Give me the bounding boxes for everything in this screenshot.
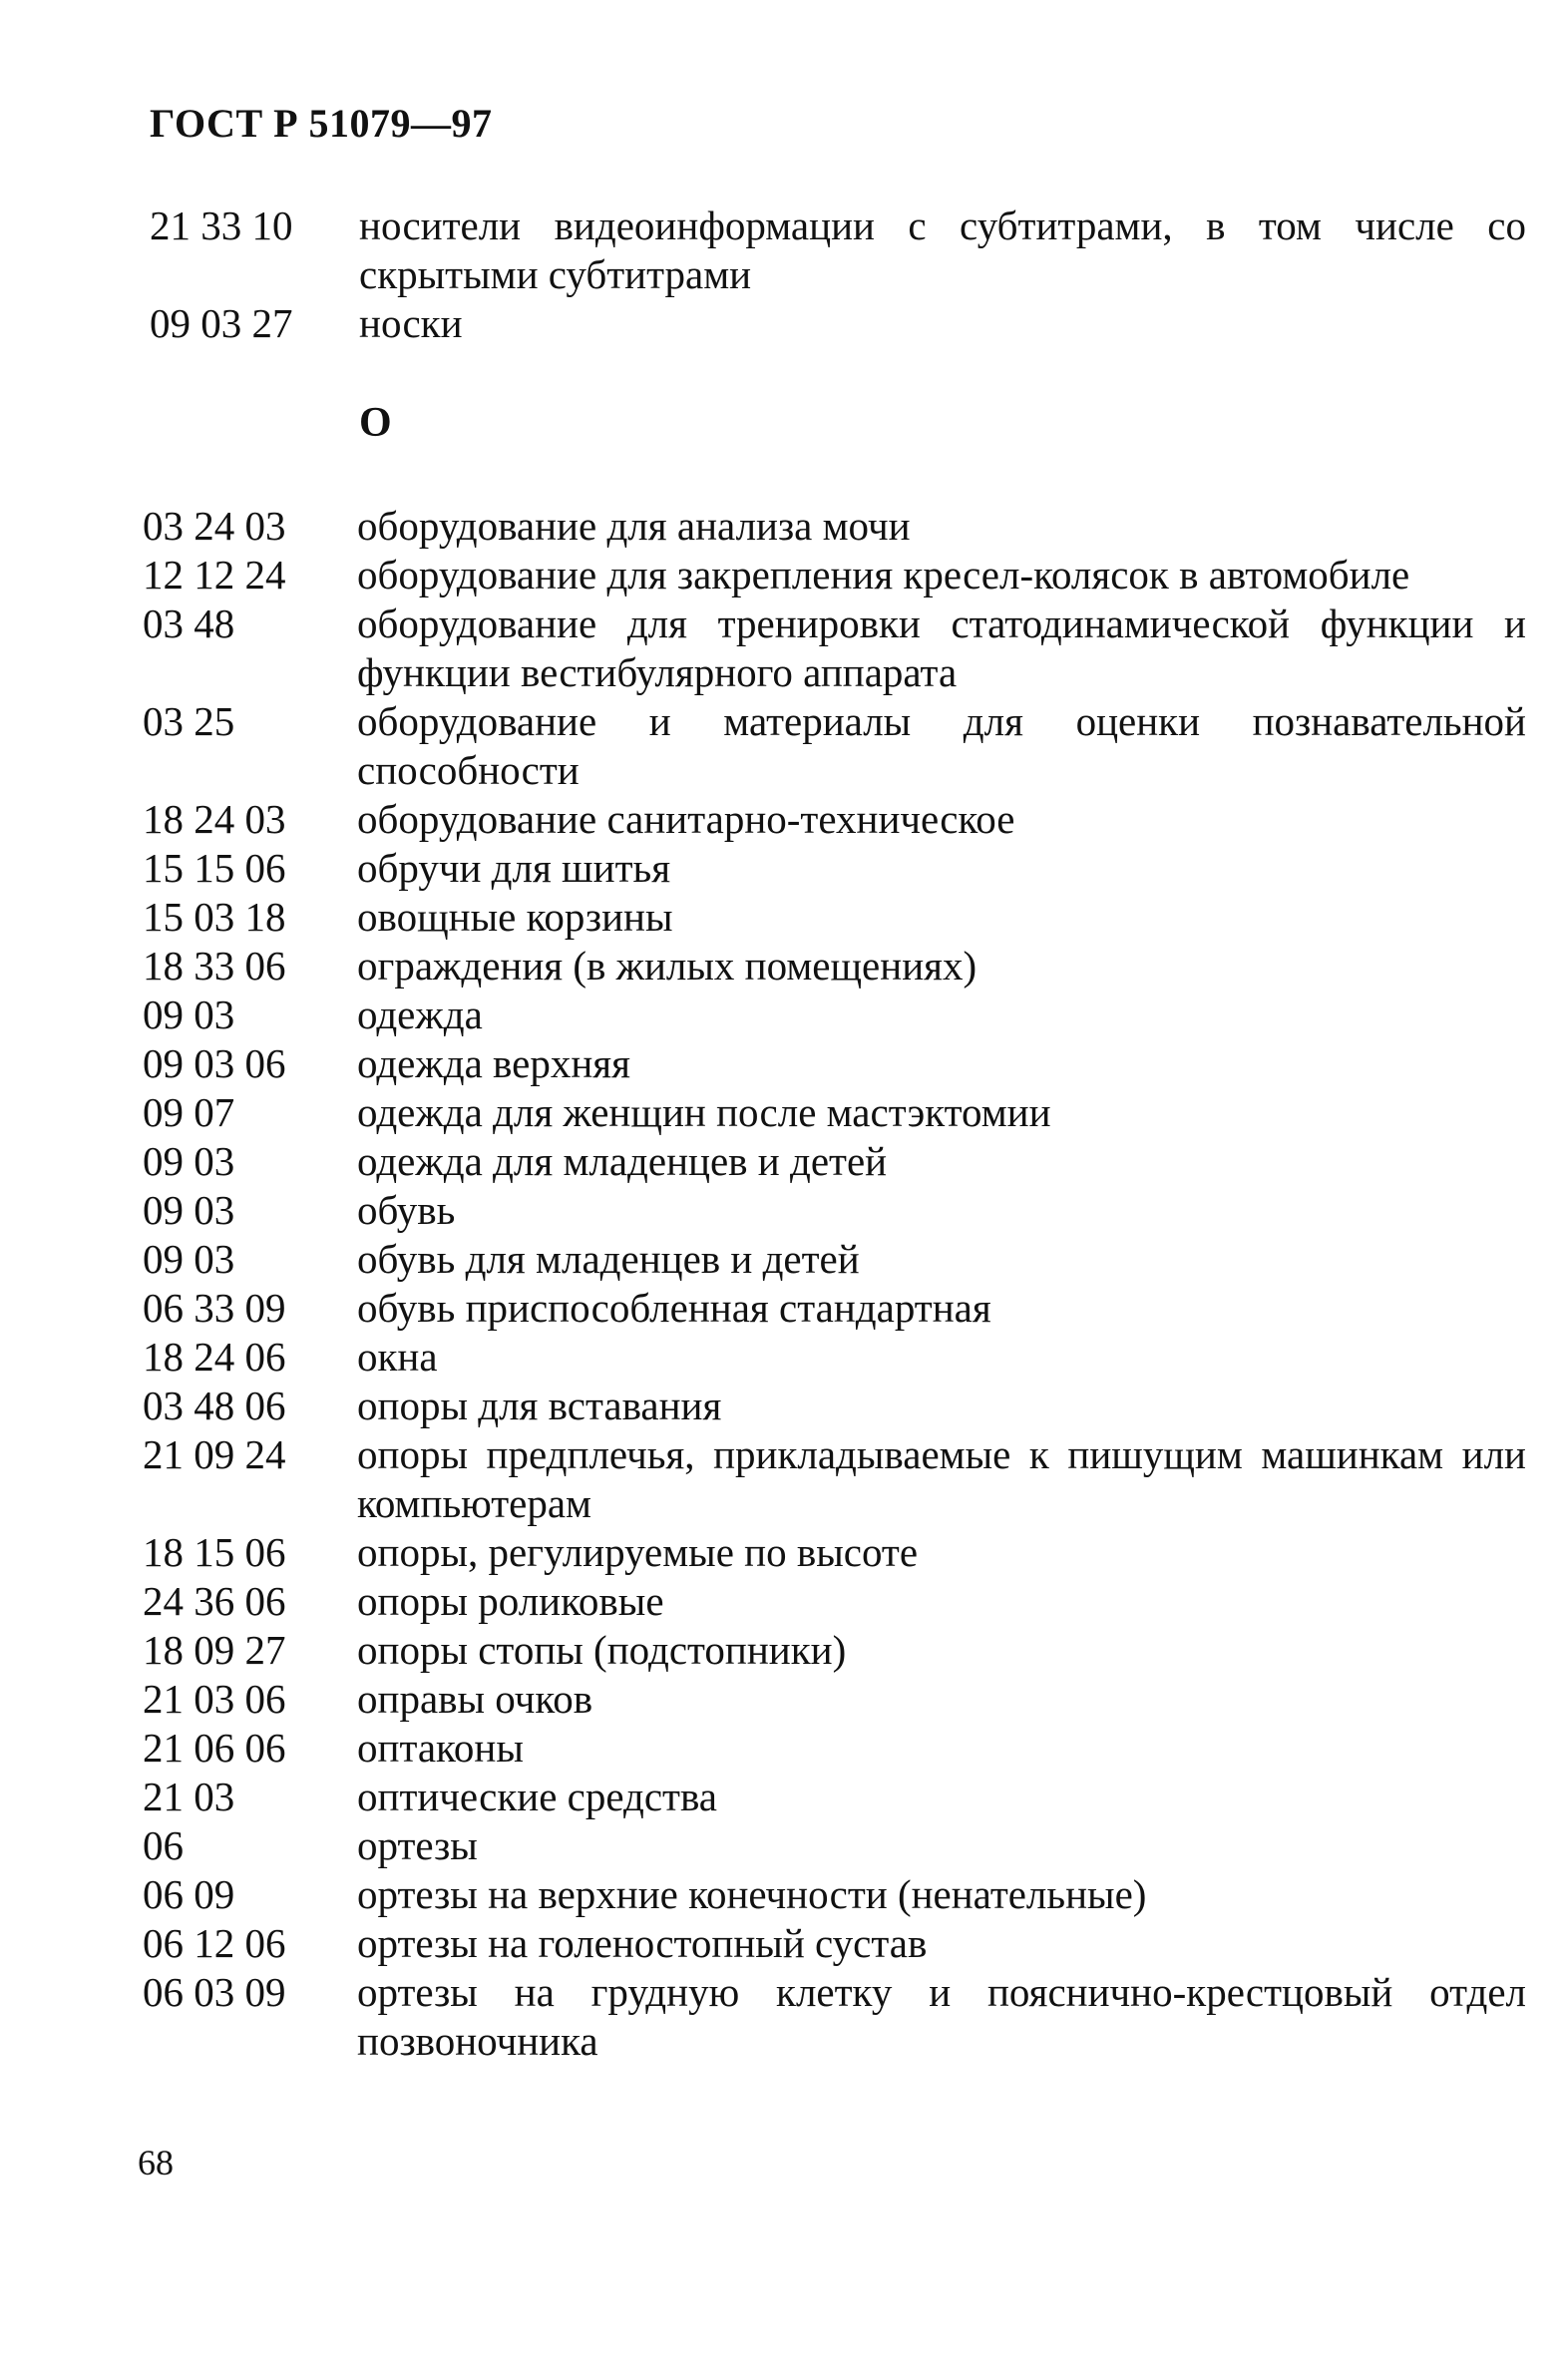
entry-term: носители видеоинформации с субтитрами, в том числе со скрытыми субтитрами: [359, 202, 1526, 297]
entry-term: оптаконы: [357, 1725, 524, 1771]
entry-term: ограждения (в жилых помещениях): [357, 943, 977, 989]
entry-term: опоры для вставания: [357, 1383, 722, 1428]
entry-term: ортезы на грудную клетку и пояснично-крестцовый отдел позвоночника: [357, 1969, 1526, 2064]
entry-term: оборудование санитарно-техническое: [357, 796, 1015, 842]
entry-term: одежда верхняя: [357, 1040, 630, 1086]
entry-code: 18 15 06: [143, 1529, 286, 1575]
entry-code: 21 33 10: [150, 202, 293, 248]
index-entry: [143, 844, 1526, 893]
entry-term: ортезы на голеностопный сустав: [357, 1920, 928, 1966]
entry-code: 18 24 03: [143, 796, 286, 842]
entry-term: одежда: [357, 992, 483, 1037]
entry-term: окна: [357, 1334, 438, 1380]
entry-code: 09 03: [143, 1236, 235, 1282]
index-entry: [143, 795, 1526, 844]
entry-code: 09 03: [143, 992, 235, 1037]
index-entry: [143, 1284, 1526, 1333]
index-entry: [143, 991, 1526, 1039]
entry-term: опоры стопы (подстопники): [357, 1627, 847, 1673]
entry-code: 15 15 06: [143, 845, 286, 891]
entry-code: 03 24 03: [143, 503, 286, 549]
index-entry: [143, 942, 1526, 991]
entry-term: оборудование для закрепления кресел-колясок в автомобиле: [357, 552, 1410, 597]
entry-term: оборудование и материалы для оценки познавательной способности: [357, 698, 1526, 793]
entry-code: 06 33 09: [143, 1285, 286, 1331]
index-entry: [143, 551, 1526, 599]
entry-code: 21 06 06: [143, 1725, 286, 1771]
index-entry: [143, 1821, 1526, 1870]
entry-code: 15 03 18: [143, 894, 286, 940]
index-entry: [143, 1919, 1526, 1968]
entry-term: оправы очков: [357, 1676, 593, 1722]
index-entry: [143, 1088, 1526, 1137]
index-entry: [150, 201, 1526, 299]
entry-term: ортезы на верхние конечности (ненательные): [357, 1871, 1147, 1917]
entry-term: обручи для шитья: [357, 845, 671, 891]
entry-code: 09 03 06: [143, 1040, 286, 1086]
entry-code: 09 03 27: [150, 300, 293, 346]
index-entry: [143, 1675, 1526, 1724]
entry-code: 21 03 06: [143, 1676, 286, 1722]
entry-code: 06 09: [143, 1871, 235, 1917]
entry-code: 24 36 06: [143, 1578, 286, 1624]
index-entries-before-section: [150, 201, 1526, 348]
index-entry: [143, 1430, 1526, 1528]
entry-term: овощные корзины: [357, 894, 673, 940]
index-entry: [143, 1039, 1526, 1088]
index-entry: [150, 299, 1526, 348]
index-entry: [143, 1235, 1526, 1284]
index-entry: [143, 1186, 1526, 1235]
entry-code: 06: [143, 1822, 184, 1868]
page-header: ГОСТ Р 51079—97: [150, 101, 493, 146]
index-entry: [143, 1577, 1526, 1626]
index-entry: [143, 1968, 1526, 2066]
entry-term: одежда для женщин после мастэктомии: [357, 1089, 1051, 1135]
index-entry: [143, 893, 1526, 942]
entry-term: обувь приспособленная стандартная: [357, 1285, 991, 1331]
index-entry: [143, 697, 1526, 795]
index-entry: [143, 1626, 1526, 1675]
entry-code: 18 24 06: [143, 1334, 286, 1380]
entry-term: ортезы: [357, 1822, 478, 1868]
index-entry: [143, 1528, 1526, 1577]
entry-term: оптические средства: [357, 1774, 717, 1819]
entry-term: обувь для младенцев и детей: [357, 1236, 860, 1282]
entry-code: 03 25: [143, 698, 235, 744]
entry-term: оборудование для тренировки статодинамической функции и функции вестибулярного аппарата: [357, 600, 1526, 695]
entry-code: 12 12 24: [143, 552, 286, 597]
entry-code: 21 09 24: [143, 1431, 286, 1477]
entry-code: 09 03: [143, 1187, 235, 1233]
entry-code: 06 12 06: [143, 1920, 286, 1966]
index-entry: [143, 1773, 1526, 1821]
entry-code: 18 09 27: [143, 1627, 286, 1673]
entry-term: носки: [359, 300, 463, 346]
entry-term: опоры роликовые: [357, 1578, 664, 1624]
index-entry: [143, 1382, 1526, 1430]
section-letter: О: [359, 400, 392, 446]
index-entry: [143, 1137, 1526, 1186]
entry-code: 03 48: [143, 600, 235, 646]
entry-term: обувь: [357, 1187, 456, 1233]
entry-term: одежда для младенцев и детей: [357, 1138, 888, 1184]
entry-term: опоры, регулируемые по высоте: [357, 1529, 919, 1575]
entry-code: 06 03 09: [143, 1969, 286, 2015]
entry-term: оборудование для анализа мочи: [357, 503, 911, 549]
index-entry: [143, 1724, 1526, 1773]
index-entry: [143, 502, 1526, 551]
page-number: 68: [138, 2143, 174, 2182]
index-entry: [143, 1333, 1526, 1382]
entry-code: 09 03: [143, 1138, 235, 1184]
entry-code: 03 48 06: [143, 1383, 286, 1428]
entry-code: 18 33 06: [143, 943, 286, 989]
index-entry: [143, 599, 1526, 697]
index-entries-section-o: [143, 502, 1526, 2066]
entry-code: 09 07: [143, 1089, 235, 1135]
entry-code: 21 03: [143, 1774, 235, 1819]
index-entry: [143, 1870, 1526, 1919]
entry-term: опоры предплечья, прикладываемые к пишущим машинкам или компьютерам: [357, 1431, 1526, 1526]
